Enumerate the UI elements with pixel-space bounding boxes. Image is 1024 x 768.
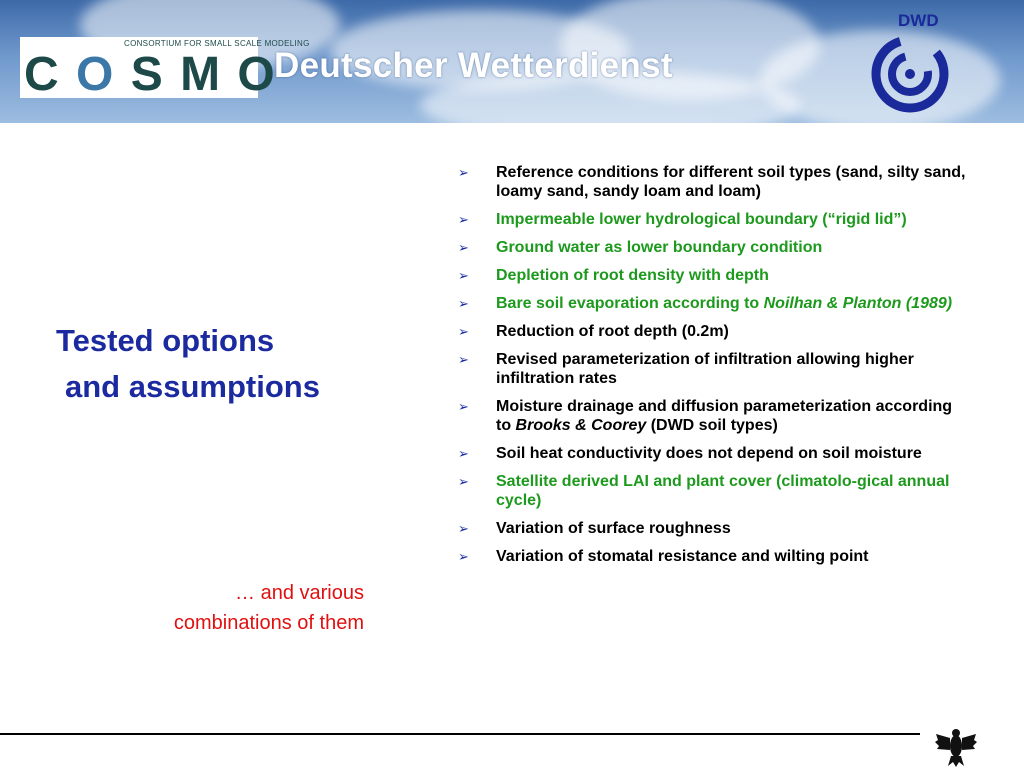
list-item-text: Impermeable lower hydrological boundary (“rigid lid”) (496, 211, 907, 228)
bullet-arrow-icon: ➢ (458, 474, 469, 489)
list-item (458, 163, 968, 201)
list-item (458, 322, 968, 341)
cosmo-globe-letter: O (76, 48, 116, 101)
list-item-text: Variation of stomatal resistance and wilting point (496, 548, 869, 565)
note-line2: combinations of them (173, 612, 364, 634)
cosmo-letter: S (130, 48, 165, 101)
bullet-arrow-icon: ➢ (458, 399, 469, 414)
cosmo-logo (20, 37, 310, 101)
bullet-arrow-icon: ➢ (458, 324, 469, 339)
bullet-arrow-icon: ➢ (458, 165, 469, 180)
note-line1: … and various (235, 582, 364, 604)
list-item-text: Soil heat conductivity does not depend on soil moisture (496, 445, 922, 462)
list-item-text: Moisture drainage and diffusion parameterization according to (496, 398, 953, 434)
bullet-arrow-icon: ➢ (458, 268, 469, 283)
list-item-text: Revised parameterization of infiltration allowing higher infiltration rates (496, 351, 914, 387)
cosmo-letter: O (237, 48, 277, 101)
list-item (458, 519, 968, 538)
bullet-arrow-icon: ➢ (458, 296, 469, 311)
footer-divider (0, 733, 920, 735)
bullet-arrow-icon: ➢ (458, 446, 469, 461)
list-item-text: Satellite derived LAI and plant cover (climatolo-gical annual cycle) (496, 473, 950, 509)
federal-eagle-icon (934, 724, 978, 768)
bullet-arrow-icon: ➢ (458, 549, 469, 564)
dwd-logo (860, 4, 960, 122)
options-list (458, 163, 968, 575)
list-item-text: Depletion of root density with depth (496, 267, 769, 284)
section-title-line1: Tested options (56, 323, 275, 358)
bullet-arrow-icon: ➢ (458, 521, 469, 536)
cosmo-letter: M (180, 48, 223, 101)
list-item (458, 444, 968, 463)
list-item-citation: Noilhan & Planton (1989) (763, 295, 953, 312)
list-item (458, 294, 968, 313)
list-item-citation: Brooks & Coorey (515, 417, 647, 434)
cosmo-logo-tagline: CONSORTIUM FOR SMALL SCALE MODELING (124, 39, 310, 48)
combinations-note (60, 578, 364, 638)
list-item (458, 547, 968, 566)
list-item (458, 350, 968, 388)
bullet-arrow-icon: ➢ (458, 212, 469, 227)
list-item-text: Reduction of root depth (0.2m) (496, 323, 729, 340)
section-title-line2: and assumptions (65, 369, 320, 404)
cosmo-letter: C (24, 48, 61, 101)
bullet-arrow-icon: ➢ (458, 240, 469, 255)
list-item (458, 238, 968, 257)
list-item (458, 397, 968, 435)
section-title (56, 318, 386, 410)
list-item-text: Reference conditions for different soil types (sand, silty sand, loamy sand, sandy loam and loam) (496, 164, 966, 200)
dwd-logo-label: DWD (898, 11, 939, 30)
list-item-text: Bare soil evaporation according to (496, 295, 764, 312)
list-item (458, 210, 968, 229)
list-item-text: Variation of surface roughness (496, 520, 731, 537)
list-item-text: Ground water as lower boundary condition (496, 239, 823, 256)
list-item-text-suffix: (DWD soil types) (646, 417, 778, 434)
list-item (458, 266, 968, 285)
cosmo-logo-wordmark (24, 47, 277, 102)
page-title: Deutscher Wetterdienst (274, 46, 673, 85)
header-banner (0, 0, 1024, 123)
list-item (458, 472, 968, 510)
bullet-arrow-icon: ➢ (458, 352, 469, 367)
